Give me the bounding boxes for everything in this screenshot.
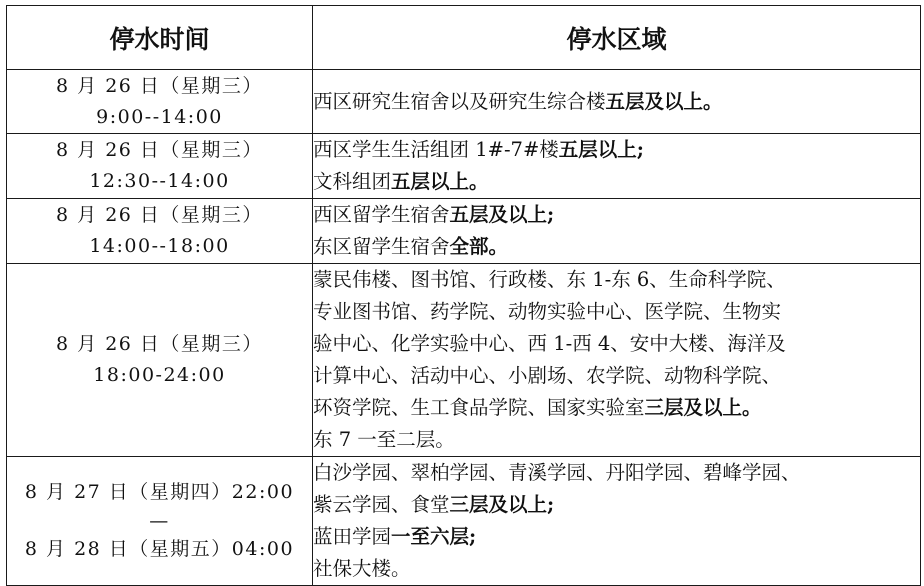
time-range: 12:30--14:00: [89, 170, 230, 192]
table-row: [7, 457, 921, 586]
area-line: [313, 360, 920, 392]
table-row: [7, 134, 921, 199]
time-range: 9:00--14:00: [96, 105, 223, 128]
water-outage-table: [6, 5, 921, 586]
area-line: [313, 199, 920, 231]
area-text: 西区学生生活组团 1#-7#楼: [313, 138, 559, 161]
time-date: 8 月 26 日（星期三）: [56, 74, 263, 97]
area-line: [313, 328, 920, 360]
table-row: [7, 70, 921, 134]
area-text: 计算中心、活动中心、小剧场、农学院、动物科学院、: [313, 364, 782, 387]
area-emphasis: 五层及以上。: [605, 89, 723, 113]
time-cell: [7, 264, 313, 457]
time-separator: —: [149, 510, 170, 532]
time-cell: [7, 199, 313, 264]
time-date: 8 月 26 日（星期三）: [56, 333, 263, 355]
area-text: 东 7 一至二层。: [313, 428, 455, 451]
area-emphasis: 三层及以上;: [449, 493, 555, 516]
area-text: 紫云学园、食堂: [313, 493, 450, 516]
time-date: 8 月 26 日（星期三）: [56, 139, 263, 161]
area-emphasis: 三层及以上。: [644, 396, 762, 419]
area-line: [313, 489, 920, 521]
area-emphasis: 五层以上。: [391, 170, 489, 193]
area-cell: [313, 457, 921, 586]
time-cell: [7, 70, 313, 134]
area-line: [313, 166, 920, 198]
area-line: [313, 296, 920, 328]
area-cell: [313, 134, 921, 199]
time-date: 8 月 26 日（星期三）: [56, 204, 263, 226]
area-line: [313, 521, 920, 553]
table-row: [7, 199, 921, 264]
area-line: [313, 424, 920, 456]
area-text: 专业图书馆、药学院、动物实验中心、医学院、生物实: [313, 300, 782, 323]
area-line: [313, 264, 920, 296]
table-row: [7, 264, 921, 457]
area-line: [313, 86, 920, 118]
area-line: [313, 553, 920, 585]
area-emphasis: 全部。: [449, 235, 509, 258]
area-line: [313, 392, 920, 424]
area-text: 白沙学园、翠柏学园、青溪学园、丹阳学园、碧峰学园、: [313, 461, 801, 484]
area-text: 西区研究生宿舍以及研究生综合楼: [313, 89, 606, 113]
area-cell: [313, 264, 921, 457]
area-text: 环资学院、生工食品学院、国家实验室: [313, 396, 645, 419]
area-line: [313, 134, 920, 166]
area-emphasis: 一至六层;: [391, 525, 477, 548]
area-text: 验中心、化学实验中心、西 1-西 4、安中大楼、海洋及: [313, 332, 786, 355]
area-text: 蓝田学园: [313, 525, 392, 548]
area-line: [313, 231, 920, 263]
area-text: 东区留学生宿舍: [313, 235, 450, 258]
area-emphasis: 五层以上;: [558, 138, 644, 161]
area-cell: [313, 199, 921, 264]
time-range: 14:00--18:00: [89, 235, 230, 257]
header-outage-time: 停水时间: [7, 6, 313, 70]
header-outage-area: 停水区域: [313, 6, 921, 70]
time-end: 8 月 28 日（星期五）04:00: [24, 538, 295, 560]
area-line: [313, 457, 920, 489]
time-start: 8 月 27 日（星期四）22:00: [24, 481, 295, 503]
area-emphasis: 五层及以上;: [449, 203, 555, 226]
time-cell: [7, 134, 313, 199]
time-range: 18:00-24:00: [93, 364, 226, 386]
area-text: 文科组团: [313, 170, 392, 193]
area-text: 蒙民伟楼、图书馆、行政楼、东 1-东 6、生命科学院、: [313, 268, 786, 291]
area-text: 西区留学生宿舍: [313, 203, 450, 226]
area-text: 社保大楼。: [313, 557, 411, 580]
area-cell: [313, 70, 921, 134]
time-cell: [7, 457, 313, 586]
header-row: [7, 6, 921, 70]
